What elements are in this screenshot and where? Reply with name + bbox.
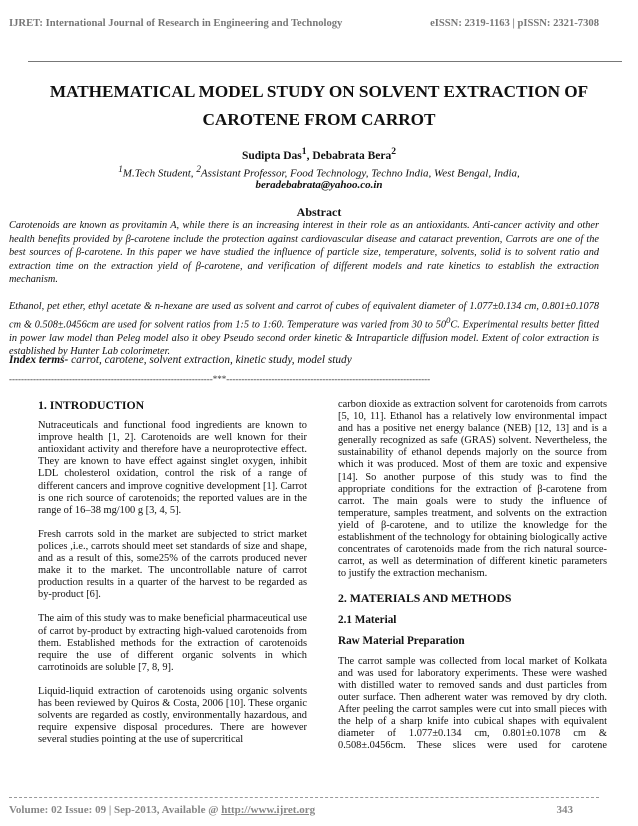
- paragraph: Nutraceuticals and functional food ingredients are known to improve health [1, 2]. Carotenoids are well known for their antioxidant activity and therefore have a neuroprotective effect. They are known to have effect against singlet oxygen, inhibit LDL cholesterol oxidation, control the risk of a range of different cancers and improve cognitive development [1]. Carrot is one rich source of carotenoids; the reported values are in the range of 16–38 mg/100 g [3, 4, 5].: [38, 420, 307, 516]
- affil-2: Assistant Professor, Food Technology, Techno India, West Bengal, India,: [200, 167, 520, 180]
- author-1-sup: 1: [301, 146, 307, 157]
- author-1: Sudipta Das: [242, 149, 302, 162]
- footer-rule: [9, 797, 599, 798]
- title-line-1: MATHEMATICAL MODEL STUDY ON SOLVENT EXTRACTION OF: [49, 82, 589, 101]
- index-terms-label: Index terms-: [9, 354, 69, 366]
- right-column: [338, 399, 607, 764]
- degree-sup: 0: [446, 314, 451, 325]
- affil-sup-2: 2: [196, 164, 201, 174]
- affil-1: M.Tech Student,: [122, 167, 197, 180]
- abstract-heading: Abstract: [296, 205, 342, 219]
- journal-link[interactable]: http://www.ijret.org: [221, 804, 316, 816]
- index-terms-list: carrot, carotene, solvent extraction, kinetic study, model study: [68, 354, 352, 366]
- section-divider: --------------------------------------------------------------------***--------------------------------------------------------------------: [9, 374, 431, 384]
- authors: [0, 146, 638, 162]
- section-heading-materials: 2. MATERIALS AND METHODS: [338, 591, 512, 606]
- author-2: Debabrata Bera: [312, 149, 392, 162]
- abstract-paragraph-2: [9, 300, 599, 359]
- paragraph: Fresh carrots sold in the market are subjected to strict market polices ,i.e., carrots should meet set standards of size and shape, and as a result of this, some25% of the carrots produced never make it to the market. The uncontrollable nature of carrot production results in a quarter of the harvest to be regarded as by-product [6].: [38, 528, 307, 601]
- affil-sup-1: 1: [118, 164, 123, 174]
- journal-name: IJRET: International Journal of Research in Engineering and Technology: [9, 18, 343, 29]
- paragraph: Liquid-liquid extraction of carotenoids using organic solvents has been reviewed by Quiros & Costa, 2006 [10]. These organic solvents are regarded as costly, environmentally hazardous, and require expensive disposal procedures. There are however several studies pointing at the use of supercritical: [38, 685, 307, 746]
- index-terms: [9, 354, 352, 366]
- subsection-heading-material: 2.1 Material: [338, 613, 397, 626]
- paragraph: carbon dioxide as extraction solvent for carotenoids from carrots [5, 10, 11]. Ethanol has a relatively low environmental impact and has a positive net energy balance (NEB) [12, 13] and is a generally recognized as safe (GRAS) solvent. Nevertheless, the sustainability of ethanol depends majorly on the source from which it was produced. Most of them are toxic and expensive [14]. So another purpose of this study was to find the appropriate conditions for the extraction of β-carotene from carrot. The main goals were to study the influence of temperature, samples treatment, and solvents on the extraction yield of β-carotene, and to utilize the knowledge for the establishment of the technology for obtaining biologically active concentrates of carotenoids made from the rich natural source-carrot, as well as determination of different kinetic parameters to justify the extraction mechanism.: [338, 399, 607, 580]
- header-rule: [28, 61, 622, 62]
- author-2-sup: 2: [391, 146, 396, 157]
- left-column: [38, 399, 307, 758]
- title-line-2: CAROTENE FROM CARROT: [202, 110, 436, 129]
- paragraph: The carrot sample was collected from local market of Kolkata and was used for laboratory experiments. These were washed with distilled water to removed sands and dust particles from outer surface. Then adherent water was removed by dry cloth. After peeling the carrot samples were cut into small pieces with the help of a sharp knife into cubical shapes with equivalent diameter of 1.077±0.134 cm, 0.801±0.1078 cm & 0.508±.0456cm. These slices were used for carotene: [338, 655, 607, 752]
- abstract-p2-text-cont: C. Experimental results better fitted in power law model than Peleg model also it obey Pseudo second order kinetic & Intraparticle diffusion model. Extent of color extraction is established by Hunter Lab colorimeter.: [9, 319, 599, 358]
- abstract-paragraph-1: Carotenoids are known as provitamin A, while there is an increasing interest in their role as an antioxidants. Anti-cancer activity and other health benefits provided by β-carotene include the protection against cardiovascular disease and cataract prevention, Carrots are one of the best sources of β-carotene. In this paper we have studied the influence of particle size, temperature, solvents, solid is to solvent ratio and extraction time on the extraction yield of β-carotene, and verification of different models and rate kinetics to establish the extraction mechanism.: [9, 220, 599, 286]
- subsection-heading-preparation: Raw Material Preparation: [338, 634, 465, 647]
- section-heading-introduction: 1. INTRODUCTION: [38, 398, 145, 412]
- author-email[interactable]: beradebabrata@yahoo.co.in: [255, 179, 383, 191]
- author-separator: ,: [306, 149, 313, 162]
- paragraph: The aim of this study was to make beneficial pharmaceutical use of carrot by-product by extracting high-valued carotenoids from them. Established methods for the extraction of carotenoids require the use of different organic solvents in which carrotinoids are soluble [7, 8, 9].: [38, 613, 307, 673]
- paper-title: [0, 78, 638, 134]
- page-number: 343: [556, 804, 573, 816]
- footer-volume-text: Volume: 02 Issue: 09 | Sep-2013, Available @: [9, 804, 222, 816]
- footer-volume: [9, 804, 315, 816]
- affiliation: [0, 164, 638, 180]
- issn: eISSN: 2319-1163 | pISSN: 2321-7308: [430, 18, 599, 29]
- running-header: [9, 18, 599, 29]
- abstract-p2-text: Ethanol, pet ether, ethyl acetate & n-hexane are used as solvent and carrot of cubes of equivalent diameter of 1.077±0.134 cm, 0.801±0.1078 cm & 0.508±.0456cm are used for solvent ratios from 1:5 to 1:60. Temperature was varied from 30 to 50: [9, 301, 599, 331]
- running-footer: [9, 804, 599, 816]
